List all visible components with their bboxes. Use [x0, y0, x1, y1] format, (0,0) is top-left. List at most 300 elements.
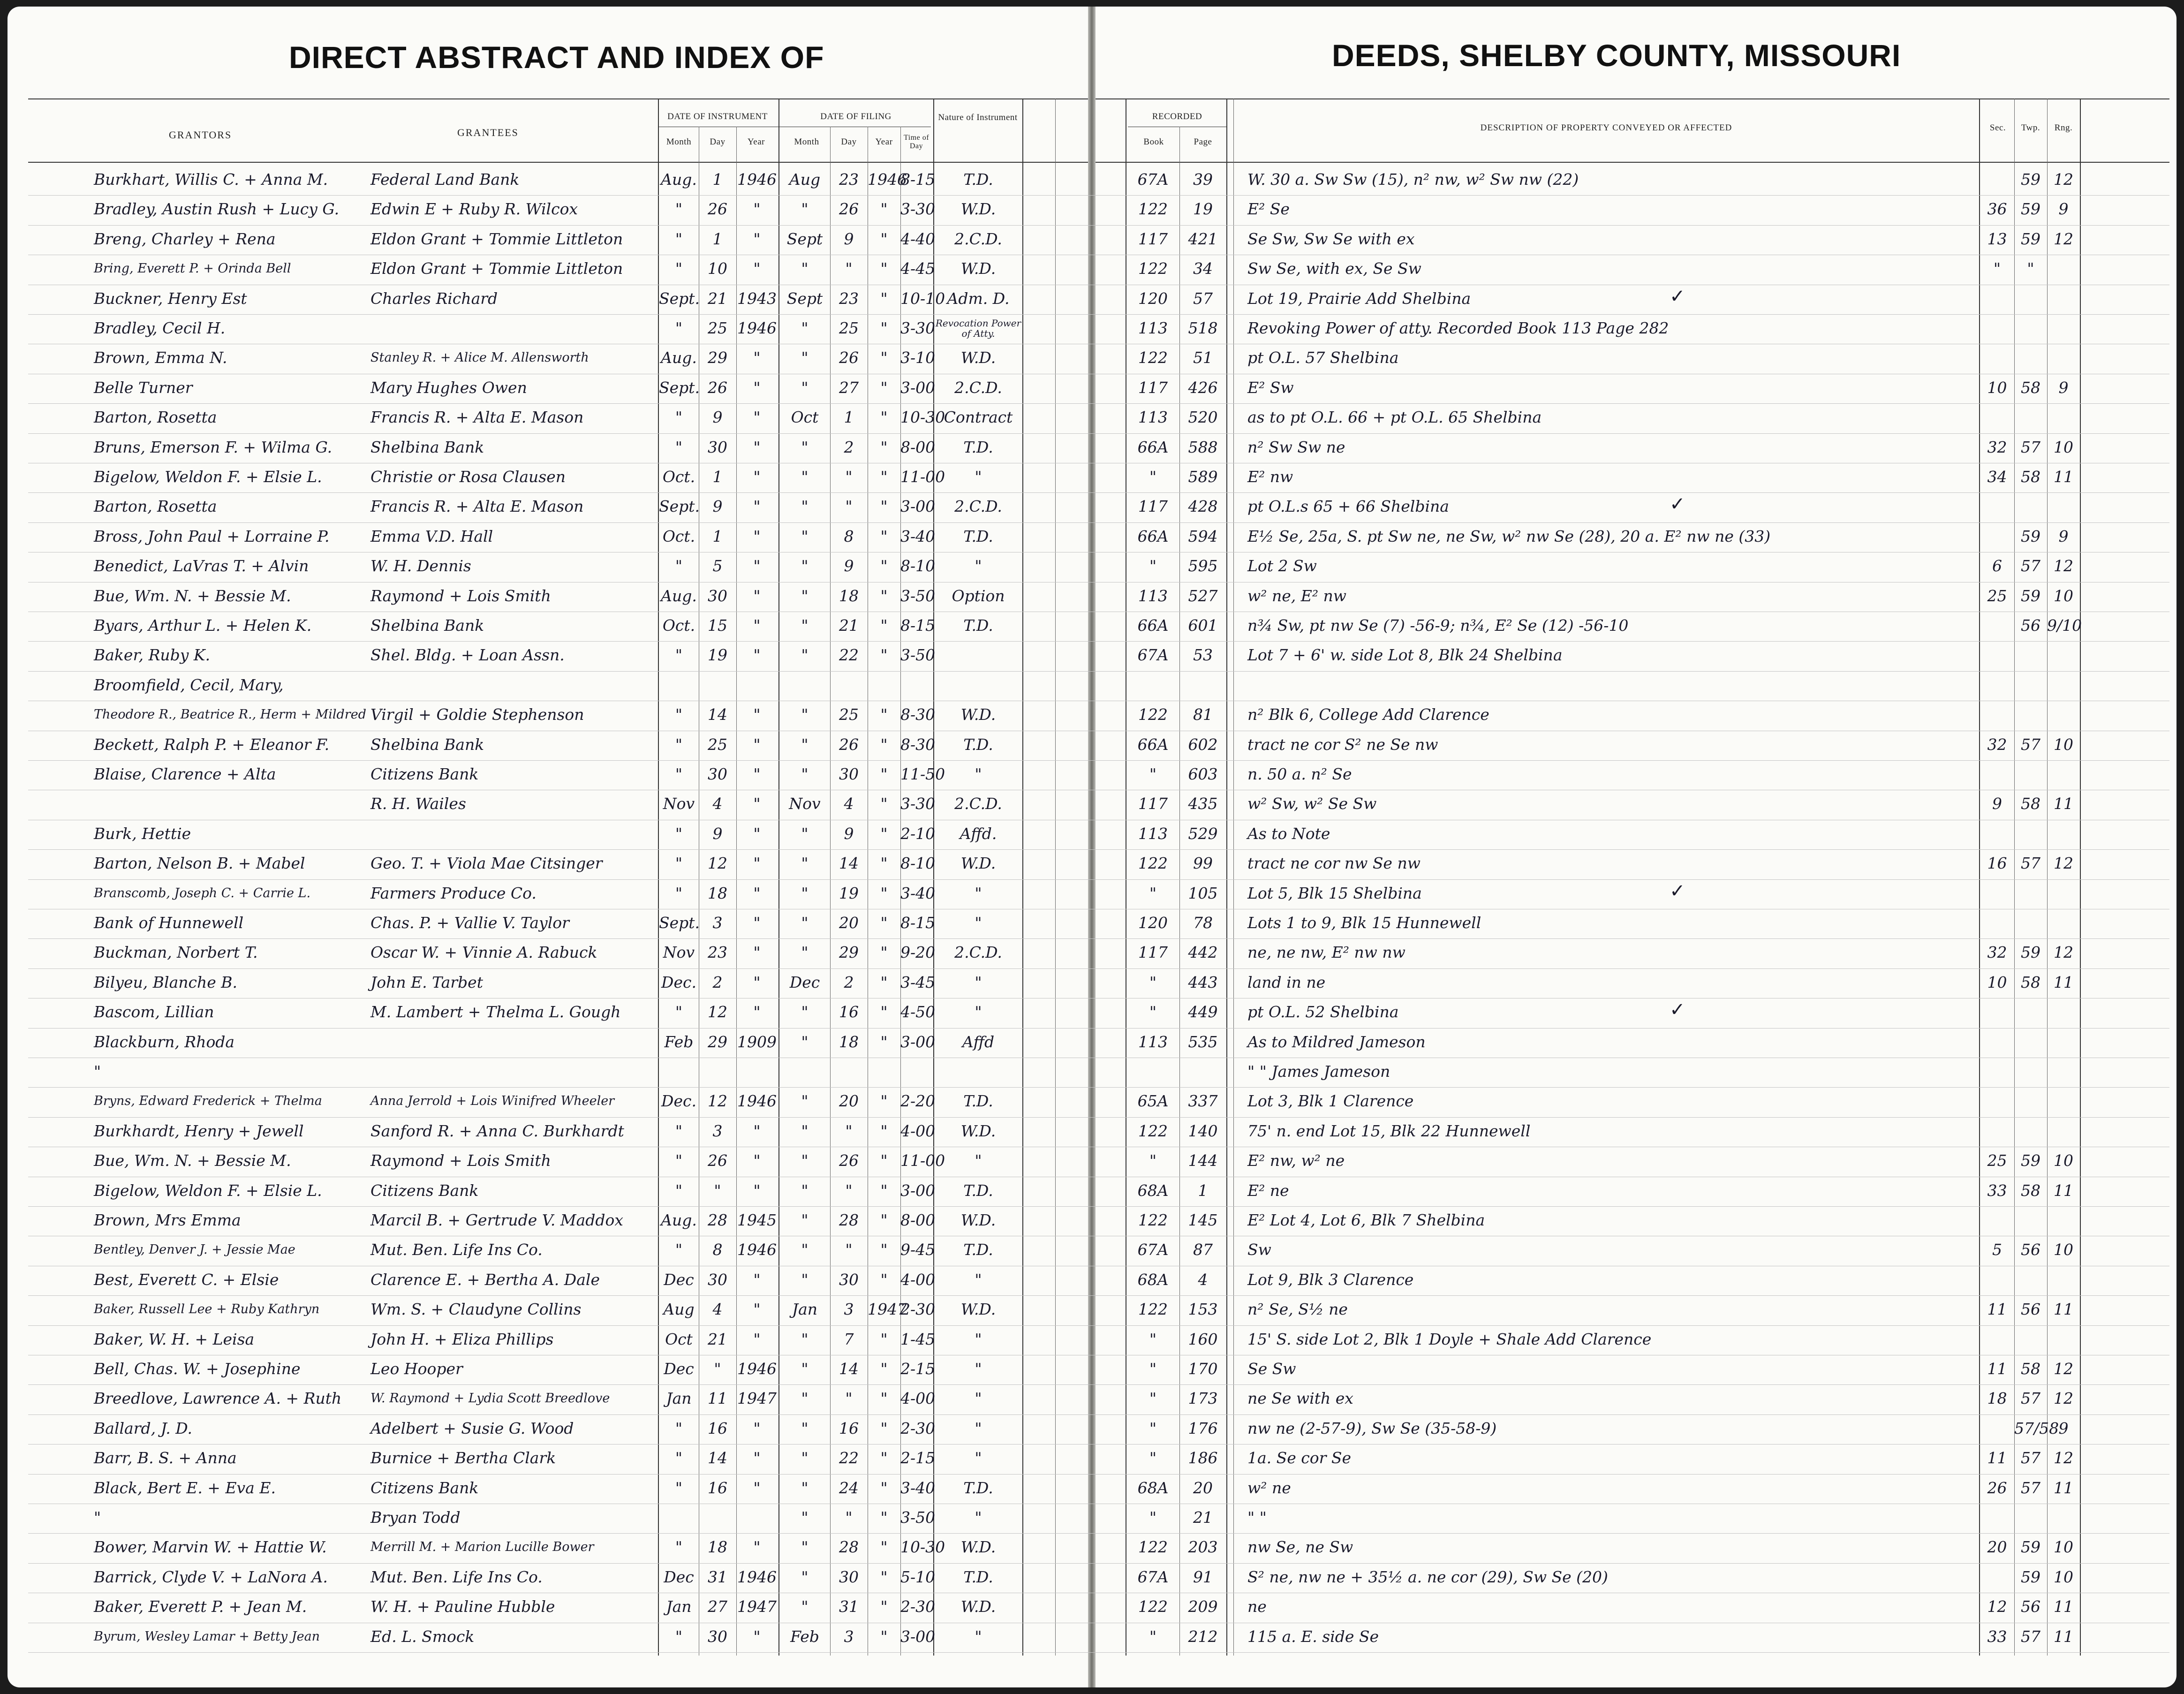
instrument-month-cell: ": [675, 1627, 683, 1646]
instrument-year-cell: 1946: [737, 1360, 777, 1378]
table-row: [0, 1475, 2184, 1503]
filing-day-cell: 20: [839, 1092, 859, 1111]
ruled-line: [28, 760, 2169, 761]
ruled-line: [28, 195, 2169, 196]
filing-month-cell: Sept: [786, 289, 823, 308]
description-cell: E² nw, w² ne: [1247, 1151, 1345, 1170]
description-cell: Sw: [1247, 1240, 1271, 1259]
filing-year-cell: ": [880, 1478, 888, 1497]
instrument-year-cell: ": [753, 259, 761, 278]
filing-year-cell: ": [880, 1389, 888, 1408]
table-row: [0, 969, 2184, 998]
filing-day-cell: 7: [844, 1330, 854, 1348]
instrument-month-cell: ": [675, 557, 683, 575]
instrument-day-cell: ": [714, 1181, 721, 1200]
nature-cell: W.D.: [960, 1121, 996, 1140]
instrument-month-cell: Oct: [665, 1330, 693, 1348]
book-cell: 120: [1138, 914, 1168, 932]
township-cell: 57: [2021, 438, 2040, 456]
grantee-cell: Shel. Bldg. + Loan Assn.: [370, 646, 565, 665]
filing-time-cell: 8-30: [900, 735, 936, 754]
table-row: [0, 226, 2184, 254]
filing-year-cell: ": [880, 616, 888, 635]
filing-time-cell: 3-00: [900, 1032, 936, 1051]
book-cell: ": [1149, 1360, 1157, 1378]
instrument-month-cell: ": [675, 1478, 683, 1497]
nature-cell: 2.C.D.: [954, 943, 1002, 962]
instrument-year-cell: ": [753, 1627, 761, 1646]
header-top-rule-left: [28, 98, 1088, 99]
filing-day-cell: 8: [844, 527, 854, 545]
instrument-day-cell: ": [714, 1360, 721, 1378]
filing-time-cell: 3-50: [900, 1508, 936, 1527]
range-cell: 9/10: [2047, 616, 2082, 635]
instrument-day-cell: 30: [708, 1270, 727, 1289]
instrument-month-cell: Jan: [666, 1389, 692, 1408]
book-cell: 68A: [1137, 1478, 1169, 1497]
township-cell: 56: [2021, 1300, 2040, 1319]
filing-day-cell: 29: [839, 943, 859, 962]
filing-year-cell: ": [880, 1449, 888, 1467]
grantor-cell: Bigelow, Weldon F. + Elsie L.: [94, 1181, 322, 1200]
grantee-cell: John H. + Eliza Phillips: [370, 1330, 554, 1348]
filing-day-cell: 27: [839, 378, 859, 397]
instrument-month-cell: Oct.: [662, 616, 695, 635]
filing-month-cell: ": [801, 1211, 809, 1229]
filing-year-header: Year: [875, 137, 893, 147]
filing-day-cell: 28: [839, 1211, 859, 1229]
nature-cell: T.D.: [963, 438, 993, 456]
book-cell: ": [1149, 884, 1157, 902]
instrument-year-cell: ": [753, 794, 761, 813]
township-cell: 58: [2021, 973, 2040, 991]
table-row: [0, 642, 2184, 670]
filing-time-cell: 3-10: [900, 348, 936, 367]
filing-month-cell: ": [801, 378, 809, 397]
grantee-cell: Bryan Todd: [370, 1508, 461, 1527]
filing-year-cell: ": [880, 765, 888, 783]
instrument-day-cell: 29: [708, 1032, 727, 1051]
instr-year-header: Year: [747, 137, 765, 147]
filing-time-cell: 3-50: [900, 646, 936, 665]
grantee-cell: W. Raymond + Lydia Scott Breedlove: [370, 1391, 610, 1406]
filing-time-cell: 4-00: [900, 1270, 936, 1289]
instrument-day-cell: 28: [708, 1211, 727, 1229]
filing-month-cell: Sept: [786, 229, 823, 248]
table-row: [0, 1624, 2184, 1652]
grantor-cell: Buckner, Henry Est: [94, 289, 247, 308]
township-cell: 59: [2021, 1538, 2040, 1557]
filing-year-cell: ": [880, 1151, 888, 1170]
filing-year-cell: ": [880, 1240, 888, 1259]
filing-day-cell: ": [845, 1181, 853, 1200]
filing-day-cell: 26: [839, 1151, 859, 1170]
description-cell: nw Se, ne Sw: [1247, 1538, 1353, 1557]
grantee-cell: Citizens Bank: [370, 1478, 479, 1497]
description-cell: Lot 5, Blk 15 Shelbina: [1247, 884, 1422, 902]
nature-cell: W.D.: [960, 705, 996, 724]
nature-cell: ": [975, 1449, 982, 1467]
table-row: [0, 375, 2184, 403]
instrument-year-cell: ": [753, 1538, 761, 1557]
range-cell: 10: [2054, 735, 2073, 754]
filing-month-cell: ": [801, 943, 809, 962]
township-cell: 58: [2021, 1360, 2040, 1378]
filing-year-cell: ": [880, 319, 888, 337]
ruled-line: [28, 1087, 2169, 1088]
instrument-month-cell: Feb: [664, 1032, 694, 1051]
range-cell: 10: [2054, 438, 2073, 456]
grantors-header: GRANTORS: [169, 129, 232, 141]
table-row: [0, 1088, 2184, 1116]
instrument-year-cell: ": [753, 854, 761, 873]
instrument-year-cell: ": [753, 1121, 761, 1140]
instrument-year-cell: ": [753, 1419, 761, 1437]
filing-month-cell: ": [801, 705, 809, 724]
page-cell: 203: [1188, 1538, 1218, 1557]
page-cell: 99: [1193, 854, 1213, 873]
filing-month-cell: ": [801, 438, 809, 456]
date-of-instrument-header: DATE OF INSTRUMENT: [667, 112, 768, 121]
ruled-line: [28, 1414, 2169, 1415]
instrument-year-cell: ": [753, 765, 761, 783]
right-page-title: DEEDS, SHELBY COUNTY, MISSOURI: [1332, 38, 1901, 73]
instrument-month-cell: Sept.: [659, 378, 700, 397]
book-cell: 113: [1138, 408, 1168, 427]
page-cell: 105: [1188, 884, 1218, 902]
book-cell: 122: [1138, 854, 1168, 873]
instrument-day-cell: 9: [712, 824, 723, 843]
township-cell: 57: [2021, 1627, 2040, 1646]
instrument-year-cell: ": [753, 527, 761, 545]
range-cell: 12: [2054, 854, 2073, 873]
page-cell: 176: [1188, 1419, 1218, 1437]
table-row: [0, 910, 2184, 938]
instrument-year-cell: ": [753, 1449, 761, 1467]
filing-year-cell: ": [880, 1597, 888, 1616]
book-cell: 117: [1138, 943, 1168, 962]
grantor-cell: Bruns, Emerson F. + Wilma G.: [94, 438, 333, 456]
filing-month-cell: ": [801, 1538, 809, 1557]
instrument-month-cell: Nov: [663, 794, 695, 813]
range-cell: 11: [2054, 1478, 2073, 1497]
description-cell: pt O.L. 52 Shelbina: [1247, 1003, 1399, 1021]
filing-month-cell: Dec: [789, 973, 820, 991]
instrument-year-cell: ": [753, 646, 761, 665]
grantee-cell: Geo. T. + Viola Mae Citsinger: [370, 854, 603, 873]
instrument-day-cell: 1: [712, 527, 723, 545]
grantor-cell: Bower, Marvin W. + Hattie W.: [94, 1538, 327, 1557]
filing-month-cell: ": [801, 854, 809, 873]
instrument-month-cell: Dec: [664, 1270, 694, 1289]
grantor-cell: Black, Bert E. + Eva E.: [94, 1478, 276, 1497]
instrument-month-cell: Dec.: [661, 1092, 696, 1111]
township-cell: 59: [2021, 1567, 2040, 1586]
instrument-day-cell: 12: [708, 854, 727, 873]
book-cell: ": [1149, 1449, 1157, 1467]
book-cell: 122: [1138, 1597, 1168, 1616]
description-cell: n¾ Sw, pt nw Se (7) -56-9; n¾, E² Se (12) -56-10: [1247, 616, 1629, 635]
page-cell: 170: [1188, 1360, 1218, 1378]
instrument-month-cell: Dec.: [661, 973, 696, 991]
filing-year-cell: ": [880, 884, 888, 902]
nature-cell: ": [975, 914, 982, 932]
filing-day-cell: 14: [839, 1360, 859, 1378]
nature-cell: ": [975, 1360, 982, 1378]
book-cell: 113: [1138, 319, 1168, 337]
instrument-month-cell: Sept.: [659, 914, 700, 932]
filing-time-cell: 1-45: [900, 1330, 936, 1348]
filing-day-cell: 18: [839, 586, 859, 605]
table-row: [0, 1207, 2184, 1235]
page-cell: 594: [1188, 527, 1218, 545]
grantor-cell: Bradley, Cecil H.: [94, 319, 226, 337]
table-row: [0, 791, 2184, 819]
instrument-month-cell: Dec: [664, 1567, 694, 1586]
instrument-month-cell: ": [675, 1121, 683, 1140]
table-row: [0, 1029, 2184, 1057]
nature-cell: T.D.: [963, 735, 993, 754]
filing-time-cell: 3-30: [900, 319, 936, 337]
filing-month-cell: Aug: [789, 170, 821, 189]
ruled-line: [28, 522, 2169, 523]
filing-time-cell: 8-10: [900, 557, 936, 575]
filing-day-cell: 31: [839, 1597, 859, 1616]
grantor-cell: Burkhardt, Henry + Jewell: [94, 1121, 304, 1140]
filing-day-cell: 23: [839, 289, 859, 308]
filing-month-cell: ": [801, 1449, 809, 1467]
book-cell: ": [1149, 1627, 1157, 1646]
description-header: DESCRIPTION OF PROPERTY CONVEYED OR AFFECTED: [1480, 123, 1732, 133]
table-row: [0, 1505, 2184, 1533]
table-row: [0, 702, 2184, 730]
instrument-year-cell: ": [753, 914, 761, 932]
nature-cell: ": [975, 468, 982, 486]
filing-time-cell: 10-30: [900, 408, 945, 427]
table-row: [0, 1267, 2184, 1295]
nature-cell: ": [975, 1627, 982, 1646]
table-row: [0, 939, 2184, 968]
filing-year-cell: ": [880, 735, 888, 754]
nature-cell: ": [975, 884, 982, 902]
description-cell: Lot 7 + 6' w. side Lot 8, Blk 24 Shelbina: [1247, 646, 1563, 665]
range-cell: 10: [2054, 1567, 2073, 1586]
instr-day-header: Day: [710, 137, 725, 147]
grantee-cell: Farmers Produce Co.: [370, 884, 537, 902]
ruled-line: [28, 314, 2169, 315]
page-cell: 21: [1193, 1508, 1213, 1527]
filing-year-cell: ": [880, 794, 888, 813]
filing-month-cell: ": [801, 735, 809, 754]
filing-month-cell: ": [801, 319, 809, 337]
nature-cell: T.D.: [963, 1567, 993, 1586]
nature-cell: ": [975, 1419, 982, 1437]
nature-cell: ": [975, 1003, 982, 1021]
ruled-line: [28, 1117, 2169, 1118]
instrument-month-cell: ": [675, 765, 683, 783]
filing-day-cell: 3: [844, 1300, 854, 1319]
filing-day-cell: 25: [839, 705, 859, 724]
nature-cell: Affd: [962, 1032, 995, 1051]
filing-day-cell: 22: [839, 1449, 859, 1467]
page-cell: 57: [1193, 289, 1213, 308]
nature-cell: T.D.: [963, 170, 993, 189]
grantor-cell: Bring, Everett P. + Orinda Bell: [94, 261, 291, 276]
filing-day-cell: 9: [844, 824, 854, 843]
book-cell: 67A: [1137, 646, 1169, 665]
instrument-month-cell: ": [675, 200, 683, 219]
instrument-year-cell: 1946: [737, 170, 777, 189]
description-cell: E½ Se, 25a, S. pt Sw ne, ne Sw, w² nw Se (28), 20 a. E² nw ne (33): [1247, 527, 1771, 545]
instrument-month-cell: Aug.: [661, 348, 697, 367]
township-cell: 56: [2021, 616, 2040, 635]
range-cell: 9: [2058, 200, 2069, 219]
township-cell: 59: [2021, 586, 2040, 605]
table-row: [0, 1356, 2184, 1384]
grantee-cell: Francis R. + Alta E. Mason: [370, 408, 584, 427]
filing-year-cell: ": [880, 408, 888, 427]
range-cell: 12: [2054, 943, 2073, 962]
grantor-cell: Bradley, Austin Rush + Lucy G.: [94, 200, 340, 219]
nature-cell: T.D.: [963, 527, 993, 545]
ruled-line: [28, 433, 2169, 434]
instrument-month-cell: ": [675, 1449, 683, 1467]
filing-month-cell: ": [801, 497, 809, 516]
filing-time-cell: 10-30: [900, 1538, 945, 1557]
instrument-year-cell: ": [753, 378, 761, 397]
filing-day-cell: 30: [839, 1270, 859, 1289]
filing-year-cell: ": [880, 1211, 888, 1229]
grantor-cell: Baker, W. H. + Leisa: [94, 1330, 255, 1348]
description-cell: pt O.L.s 65 + 66 Shelbina: [1247, 497, 1449, 516]
filing-month-cell: ": [801, 1121, 809, 1140]
grantee-cell: Adelbert + Susie G. Wood: [370, 1419, 574, 1437]
filing-month-cell: ": [801, 1597, 809, 1616]
grantee-cell: Virgil + Goldie Stephenson: [370, 705, 584, 724]
filing-year-cell: ": [880, 943, 888, 962]
page-cell: 212: [1188, 1627, 1218, 1646]
page-cell: 78: [1193, 914, 1213, 932]
page-cell: 145: [1188, 1211, 1218, 1229]
range-cell: 12: [2054, 229, 2073, 248]
table-row: [0, 1385, 2184, 1414]
page-cell: 140: [1188, 1121, 1218, 1140]
filing-time-cell: 4-50: [900, 1003, 936, 1021]
grantee-cell: W. H. + Pauline Hubble: [370, 1597, 555, 1616]
recorded-header: RECORDED: [1152, 112, 1202, 121]
filing-year-cell: 1946: [868, 170, 907, 189]
grantee-cell: Shelbina Bank: [370, 438, 484, 456]
grantee-cell: M. Lambert + Thelma L. Gough: [370, 1003, 621, 1021]
filing-day-cell: 9: [844, 229, 854, 248]
grantee-cell: John E. Tarbet: [370, 973, 483, 991]
filing-time-cell: 10-10: [900, 289, 945, 308]
page-header: Page: [1194, 137, 1212, 147]
filing-month-cell: ": [801, 1419, 809, 1437]
filing-day-cell: ": [845, 497, 853, 516]
ruled-line: [28, 225, 2169, 226]
page-cell: 4: [1198, 1270, 1208, 1289]
grantor-cell: Breng, Charley + Rena: [94, 229, 276, 248]
filing-day-cell: ": [845, 1389, 853, 1408]
filing-month-cell: ": [801, 1508, 809, 1527]
grantee-cell: Citizens Bank: [370, 765, 479, 783]
table-row: [0, 553, 2184, 581]
book-cell: 120: [1138, 289, 1168, 308]
grantor-cell: Breedlove, Lawrence A. + Ruth: [94, 1389, 342, 1408]
instrument-year-cell: ": [753, 616, 761, 635]
grantee-cell: Shelbina Bank: [370, 616, 484, 635]
description-cell: Lot 9, Blk 3 Clarence: [1247, 1270, 1414, 1289]
instrument-year-cell: ": [753, 943, 761, 962]
description-cell: ne Se with ex: [1247, 1389, 1353, 1408]
instrument-year-cell: ": [753, 438, 761, 456]
filing-day-cell: 2: [844, 438, 854, 456]
filing-month-cell: ": [801, 527, 809, 545]
filing-day-cell: 21: [839, 616, 859, 635]
page-cell: 20: [1193, 1478, 1213, 1497]
nature-cell: ": [975, 1389, 982, 1408]
section-cell: 9: [1992, 794, 2002, 813]
description-cell: nw ne (2-57-9), Sw Se (35-58-9): [1247, 1419, 1497, 1437]
instrument-month-cell: Aug.: [661, 586, 697, 605]
instrument-day-cell: 26: [708, 1151, 727, 1170]
filing-day-cell: 23: [839, 170, 859, 189]
nature-cell: W.D.: [960, 200, 996, 219]
range-cell: 11: [2054, 1627, 2073, 1646]
table-row: [0, 493, 2184, 522]
instrument-year-cell: ": [753, 557, 761, 575]
filing-month-cell: Feb: [790, 1627, 819, 1646]
description-cell: E² Se: [1247, 200, 1290, 219]
instrument-day-cell: 14: [708, 1449, 727, 1467]
filing-month-cell: ": [801, 200, 809, 219]
description-cell: tract ne cor nw Se nw: [1247, 854, 1421, 873]
filing-time-cell: 4-00: [900, 1121, 936, 1140]
ruled-line: [28, 1295, 2169, 1296]
grantee-cell: Citizens Bank: [370, 1181, 479, 1200]
instrument-year-cell: 1946: [737, 1240, 777, 1259]
page-cell: 435: [1188, 794, 1218, 813]
instrument-year-cell: ": [753, 973, 761, 991]
instrument-day-cell: 21: [708, 1330, 727, 1348]
filing-year-cell: ": [880, 586, 888, 605]
filing-time-cell: 8-15: [900, 170, 936, 189]
filing-year-cell: ": [880, 468, 888, 486]
instrument-day-cell: 9: [712, 408, 723, 427]
page-cell: 144: [1188, 1151, 1218, 1170]
grantee-cell: Clarence E. + Bertha A. Dale: [370, 1270, 600, 1289]
instrument-year-cell: 1947: [737, 1597, 777, 1616]
nature-cell: W.D.: [960, 854, 996, 873]
grantor-cell: Bilyeu, Blanche B.: [94, 973, 237, 991]
grantee-cell: Federal Land Bank: [370, 170, 520, 189]
filing-time-cell: 3-40: [900, 884, 936, 902]
nature-cell: T.D.: [963, 616, 993, 635]
filing-year-cell: ": [880, 1627, 888, 1646]
section-cell: 10: [1987, 378, 2007, 397]
page-cell: 527: [1188, 586, 1218, 605]
description-cell: 115 a. E. side Se: [1247, 1627, 1379, 1646]
range-cell: 10: [2054, 1240, 2073, 1259]
section-cell: 25: [1987, 586, 2007, 605]
page-cell: 153: [1188, 1300, 1218, 1319]
description-cell: n² Sw Sw ne: [1247, 438, 1345, 456]
description-cell: w² Sw, w² Se Sw: [1247, 794, 1377, 813]
description-cell: " ": [1247, 1508, 1267, 1527]
filing-month-cell: ": [801, 646, 809, 665]
instrument-day-cell: 11: [708, 1389, 727, 1408]
